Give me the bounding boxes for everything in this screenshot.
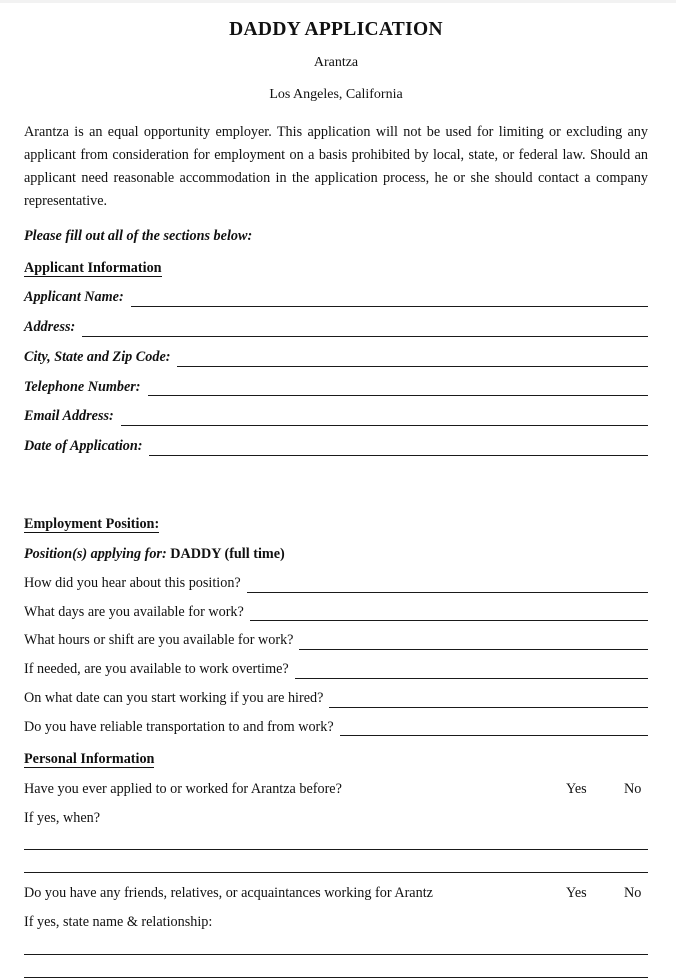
followup-label-acquaintances: If yes, state name & relationship:	[24, 914, 213, 931]
field-row-applicant-name	[24, 289, 648, 307]
email-address-input[interactable]	[121, 414, 648, 426]
question-label-start-date: On what date can you start working if you are hired?	[24, 689, 324, 706]
address-input[interactable]	[82, 325, 648, 337]
question-row-overtime	[24, 661, 648, 679]
question-label-acquaintances: Do you have any friends, relatives, or acquaintances working for Arantz	[24, 885, 433, 902]
question-label-how-did-you-hear: How did you hear about this position?	[24, 574, 241, 591]
question-label-worked-before: Have you ever applied to or worked for Arantza before?	[24, 780, 342, 797]
city-state-zip-label: City, State and Zip Code:	[24, 348, 171, 365]
section-heading-employment-position-label: Employment Position:	[24, 515, 160, 532]
followup-answer-line-worked-before-2[interactable]	[24, 872, 648, 873]
position-applying-for-value: DADDY (full time)	[170, 546, 285, 563]
email-address-label: Email Address:	[24, 408, 114, 425]
question-row-worked-before	[24, 781, 648, 799]
applicant-name-input[interactable]	[131, 295, 648, 307]
question-label-overtime: If needed, are you available to work overtime?	[24, 661, 289, 678]
question-label-available-hours: What hours or shift are you available for work?	[24, 632, 294, 649]
field-row-address	[24, 319, 648, 337]
city-state-zip-input[interactable]	[177, 355, 648, 367]
company-location: Los Angeles, California	[269, 87, 403, 103]
section-heading-applicant-information	[24, 259, 648, 277]
answer-input-available-hours[interactable]	[299, 638, 648, 650]
section-heading-personal-information-label: Personal Information	[24, 751, 155, 768]
section-spacer	[24, 456, 648, 501]
yes-option-acquaintances[interactable]: Yes	[566, 885, 587, 902]
telephone-number-input[interactable]	[148, 384, 648, 396]
section-heading-applicant-information-label: Applicant Information	[24, 260, 162, 276]
question-label-available-days: What days are you available for work?	[24, 603, 244, 620]
equal-opportunity-statement: Arantza is an equal opportunity employer. This application will not be used for limiting or excluding any applicant from consideration for employment on a basis prohibited by local, state, or federal law. Should an applicant need reasonable accommodation in the application process, he or she should contact a company representative.	[24, 123, 648, 210]
question-row-transportation	[24, 719, 648, 737]
answer-input-how-did-you-hear[interactable]	[247, 581, 648, 593]
followup-answer-line-worked-before-1[interactable]	[24, 849, 648, 850]
answer-input-overtime[interactable]	[295, 667, 648, 679]
telephone-number-label: Telephone Number:	[24, 378, 141, 395]
date-of-application-label: Date of Application:	[24, 438, 143, 455]
question-row-how-did-you-hear	[24, 575, 648, 593]
question-row-available-hours	[24, 632, 648, 650]
field-row-city-state-zip	[24, 349, 648, 367]
yes-option-worked-before[interactable]: Yes	[566, 780, 587, 797]
company-name: Arantza	[313, 55, 359, 71]
field-row-email-address	[24, 408, 648, 426]
answer-input-transportation[interactable]	[340, 724, 648, 736]
section-heading-personal-information	[24, 750, 648, 768]
section-heading-employment-position	[24, 515, 648, 533]
position-applying-for-label: Position(s) applying for:	[24, 546, 167, 563]
question-row-start-date	[24, 690, 648, 708]
page-top-edge-strip	[0, 0, 676, 3]
question-row-acquaintances	[24, 885, 648, 903]
question-row-available-days	[24, 604, 648, 622]
fill-instruction: Please fill out all of the sections below:	[24, 227, 253, 244]
field-row-telephone-number	[24, 379, 648, 397]
answer-input-start-date[interactable]	[329, 696, 648, 708]
no-option-acquaintances[interactable]: No	[624, 885, 642, 902]
page-title: DADDY APPLICATION	[229, 19, 443, 40]
followup-label-worked-before: If yes, when?	[24, 809, 101, 826]
date-of-application-input[interactable]	[149, 444, 648, 456]
followup-answer-line-acquaintances-1[interactable]	[24, 954, 648, 955]
no-option-worked-before[interactable]: No	[624, 780, 642, 797]
applicant-name-label: Applicant Name:	[24, 289, 124, 306]
answer-input-available-days[interactable]	[250, 609, 648, 621]
address-label: Address:	[24, 319, 76, 336]
field-row-date-of-application	[24, 438, 648, 456]
position-applying-for-row	[24, 545, 648, 563]
question-label-transportation: Do you have reliable transportation to and from work?	[24, 718, 334, 735]
